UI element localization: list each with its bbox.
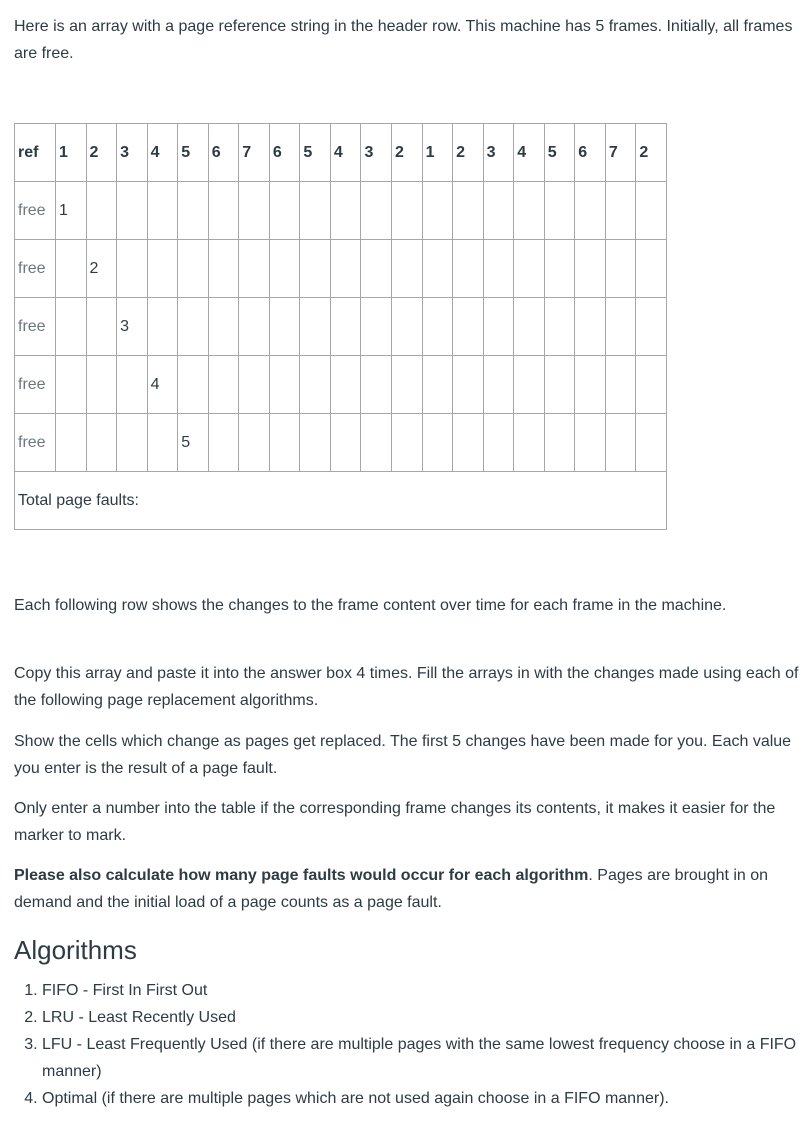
frame-cell: [269, 298, 300, 356]
frame-cell: [605, 182, 636, 240]
frame-cell: [300, 240, 331, 298]
frame-cell: [300, 356, 331, 414]
frame-cell: [514, 356, 545, 414]
frame-cell: [422, 356, 453, 414]
frame-cell: [605, 414, 636, 472]
frame-cell: [86, 414, 117, 472]
frame-cell: [575, 414, 606, 472]
page-faults-emphasis: Please also calculate how many page faults would occur for each algorithm: [14, 867, 589, 884]
frame-label-cell: free: [15, 182, 56, 240]
frame-cell: [605, 240, 636, 298]
page-faults-rest: . Pages are brought in on demand and the initial load of a page counts as a page fault.: [14, 867, 769, 911]
algorithm-item: 3. LFU - Least Frequently Used (if there are multiple pages with the same lowest frequency choose in a FIFO manner): [42, 1031, 807, 1085]
frame-cell: [239, 240, 270, 298]
ref-cell: 3: [361, 124, 392, 182]
frame-cell: [392, 298, 423, 356]
frame-cell: [117, 182, 148, 240]
frame-cell: [636, 298, 667, 356]
frame-cell: [117, 356, 148, 414]
frame-cell: [208, 356, 239, 414]
frame-cell: [361, 182, 392, 240]
frame-cell: [208, 240, 239, 298]
frame-cell: [392, 182, 423, 240]
frame-cell: [453, 298, 484, 356]
frame-cell: [392, 356, 423, 414]
algorithm-item: 2. LRU - Least Recently Used: [42, 1004, 807, 1031]
algorithms-list: [14, 977, 807, 1112]
ref-cell: 4: [514, 124, 545, 182]
frame-cell: [147, 240, 178, 298]
frame-cell: [483, 240, 514, 298]
frame-cell: [361, 414, 392, 472]
frame-cell: 4: [147, 356, 178, 414]
ref-cell: 3: [483, 124, 514, 182]
frame-cell: [56, 240, 87, 298]
frame-cell: [636, 414, 667, 472]
frame-cell: [453, 356, 484, 414]
frame-cell: [453, 182, 484, 240]
frame-row: [15, 298, 667, 356]
ref-cell: 2: [636, 124, 667, 182]
frame-cell: [330, 414, 361, 472]
frame-cell: [361, 298, 392, 356]
ref-cell: 5: [300, 124, 331, 182]
frame-cell: [544, 182, 575, 240]
total-page-faults-cell: Total page faults:: [15, 472, 667, 530]
frame-cell: [575, 182, 606, 240]
frame-cell: [544, 298, 575, 356]
frame-row: [15, 182, 667, 240]
frame-cell: [147, 182, 178, 240]
frame-cell: [422, 414, 453, 472]
frame-cell: [300, 182, 331, 240]
frame-cell: [392, 414, 423, 472]
frame-cell: [239, 356, 270, 414]
frame-cell: [208, 182, 239, 240]
algorithm-item: 4. Optimal (if there are multiple pages which are not used again choose in a FIFO manner).: [42, 1085, 807, 1112]
frame-cell: [147, 298, 178, 356]
frame-cell: [269, 240, 300, 298]
frame-cell: 5: [178, 414, 209, 472]
frame-cell: [269, 414, 300, 472]
frame-cell: [605, 356, 636, 414]
ref-cell: 5: [178, 124, 209, 182]
frame-cell: [636, 182, 667, 240]
ref-cell: 3: [117, 124, 148, 182]
frame-cell: [636, 240, 667, 298]
frame-cell: [178, 356, 209, 414]
frame-cell: [636, 356, 667, 414]
algorithms-heading: Algorithms: [14, 935, 137, 965]
ref-cell: 4: [147, 124, 178, 182]
ref-cell: 1: [422, 124, 453, 182]
frame-cell: [544, 414, 575, 472]
frame-cell: [392, 240, 423, 298]
frame-cell: [269, 356, 300, 414]
frame-cell: [208, 298, 239, 356]
frame-cell: [422, 182, 453, 240]
table-header-row: [15, 124, 667, 182]
paragraph-only-enter: Only enter a number into the table if the corresponding frame changes its contents, it makes it easier for the marker to mark.: [14, 800, 776, 844]
frame-cell: [575, 356, 606, 414]
frame-cell: [178, 182, 209, 240]
frame-cell: [361, 240, 392, 298]
frame-cell: [483, 182, 514, 240]
ref-cell: 5: [544, 124, 575, 182]
frame-cell: [208, 414, 239, 472]
frame-cell: [575, 240, 606, 298]
frame-cell: [239, 298, 270, 356]
frame-cell: [330, 356, 361, 414]
frame-cell: [544, 240, 575, 298]
frame-cell: [330, 182, 361, 240]
paragraph-show-cells: Show the cells which change as pages get replaced. The first 5 changes have been made for you. Each value you enter is the result of a page fault.: [14, 733, 792, 777]
frame-cell: 1: [56, 182, 87, 240]
ref-cell: 7: [605, 124, 636, 182]
frame-cell: [117, 240, 148, 298]
frame-cell: [117, 414, 148, 472]
page-reference-table: [14, 123, 667, 530]
frame-cell: [239, 182, 270, 240]
frame-cell: 2: [86, 240, 117, 298]
header-label-cell: ref: [15, 124, 56, 182]
frame-cell: [56, 298, 87, 356]
frame-row: [15, 414, 667, 472]
ref-cell: 2: [453, 124, 484, 182]
frame-cell: [483, 298, 514, 356]
frame-cell: [422, 298, 453, 356]
ref-cell: 7: [239, 124, 270, 182]
paragraph-copy-array: Copy this array and paste it into the answer box 4 times. Fill the arrays in with the changes made using each of the following page replacement algorithms.: [14, 665, 799, 709]
frame-cell: [56, 356, 87, 414]
frame-cell: [56, 414, 87, 472]
paragraph-frame-rows: Each following row shows the changes to the frame content over time for each frame in the machine.: [14, 597, 727, 614]
ref-cell: 2: [86, 124, 117, 182]
ref-cell: 2: [392, 124, 423, 182]
frame-cell: [86, 182, 117, 240]
frame-cell: [86, 356, 117, 414]
frame-cell: [330, 298, 361, 356]
frame-cell: [483, 414, 514, 472]
frame-cell: [544, 356, 575, 414]
frame-label-cell: free: [15, 414, 56, 472]
frame-cell: [86, 298, 117, 356]
frame-label-cell: free: [15, 356, 56, 414]
frame-cell: [269, 182, 300, 240]
total-row: [15, 472, 667, 530]
frame-cell: [361, 356, 392, 414]
frame-cell: [178, 298, 209, 356]
frame-cell: [453, 240, 484, 298]
frame-cell: [422, 240, 453, 298]
frame-cell: [453, 414, 484, 472]
frame-row: [15, 356, 667, 414]
algorithm-item: 1. FIFO - First In First Out: [42, 977, 807, 1004]
frame-cell: [178, 240, 209, 298]
frame-cell: [300, 414, 331, 472]
ref-cell: 1: [56, 124, 87, 182]
frame-cell: [300, 298, 331, 356]
frame-cell: [514, 182, 545, 240]
frame-label-cell: free: [15, 298, 56, 356]
frame-cell: [514, 240, 545, 298]
frame-cell: [239, 414, 270, 472]
frame-cell: [514, 298, 545, 356]
ref-cell: 4: [330, 124, 361, 182]
ref-cell: 6: [575, 124, 606, 182]
ref-cell: 6: [208, 124, 239, 182]
frame-cell: [575, 298, 606, 356]
frame-cell: [330, 240, 361, 298]
ref-cell: 6: [269, 124, 300, 182]
frame-row: [15, 240, 667, 298]
frame-cell: [147, 414, 178, 472]
frame-label-cell: free: [15, 240, 56, 298]
paragraph-page-faults: [14, 862, 807, 916]
frame-cell: [483, 356, 514, 414]
frame-cell: 3: [117, 298, 148, 356]
frame-cell: [605, 298, 636, 356]
intro-text: Here is an array with a page reference string in the header row. This machine has 5 frames. Initially, all frames are free.: [14, 18, 793, 62]
frame-cell: [514, 414, 545, 472]
